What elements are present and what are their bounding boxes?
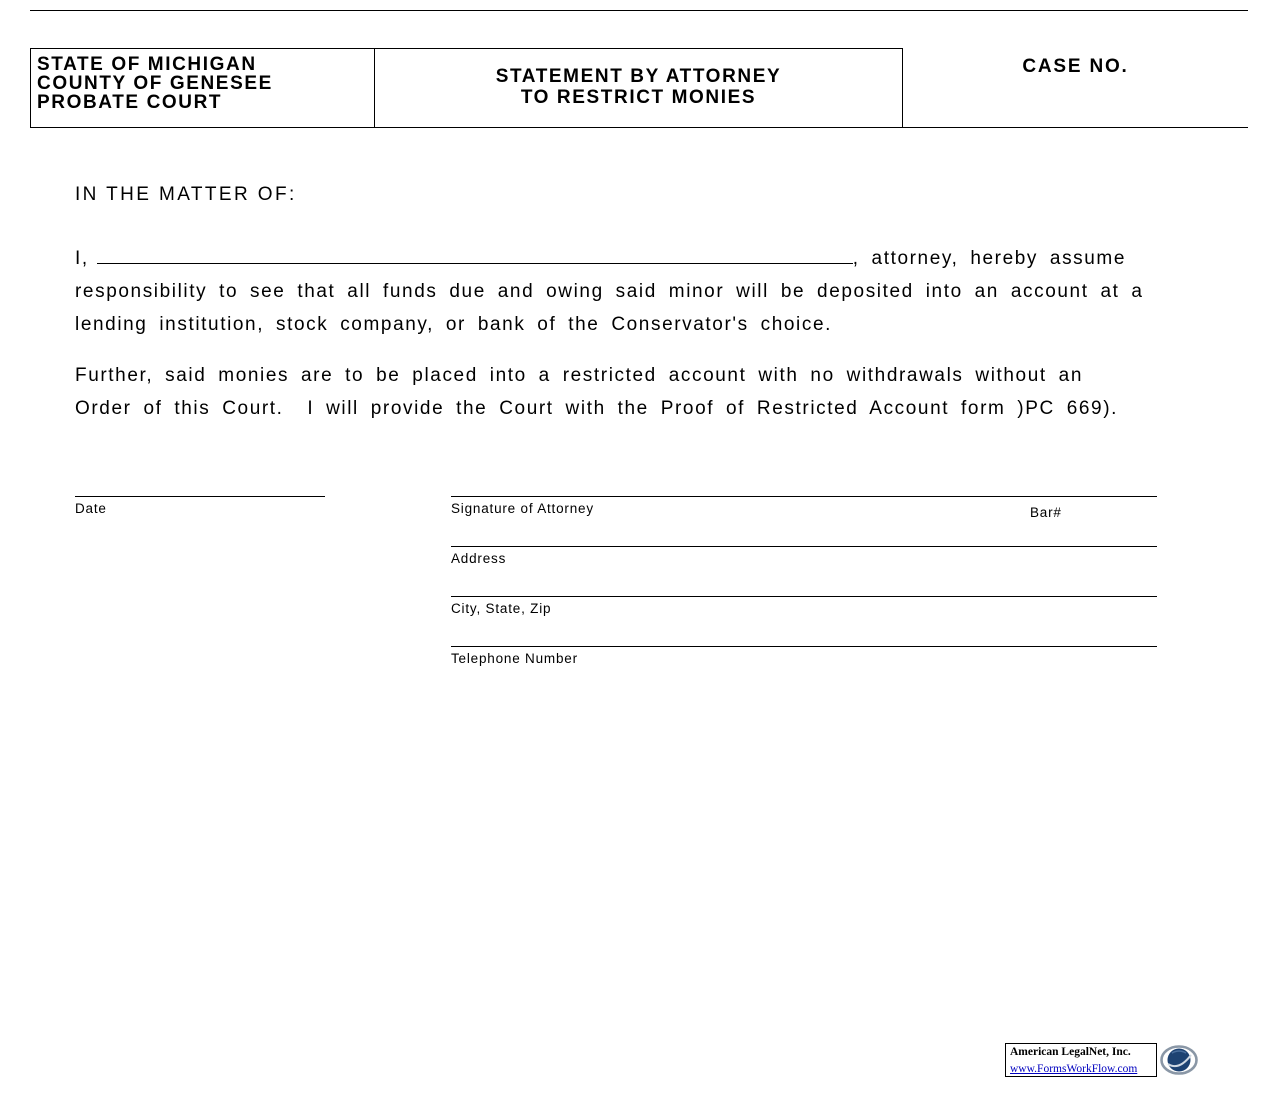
legalnet-company-name: American LegalNet, Inc. xyxy=(1010,1046,1131,1058)
top-rule xyxy=(30,10,1248,11)
case-no-label: CASE NO. xyxy=(1022,56,1129,77)
para1-line-2: responsibility to see that all funds due and owing said minor will be deposited into an account at a xyxy=(75,281,1144,302)
signature-field xyxy=(451,496,1157,546)
matter-heading: IN THE MATTER OF: xyxy=(75,184,297,205)
signature-column xyxy=(451,496,1157,696)
case-no-cell xyxy=(903,48,1248,128)
attorney-name-blank xyxy=(97,244,853,264)
city-state-zip-label: City, State, Zip xyxy=(451,601,552,616)
form-title-line-1: STATEMENT BY ATTORNEY xyxy=(495,66,782,87)
court-name-block xyxy=(30,48,375,128)
legalnet-stamp xyxy=(1005,1043,1157,1077)
paragraph-attorney-statement xyxy=(75,242,1165,341)
paragraph-restricted-account xyxy=(75,359,1165,425)
court-line-2: COUNTY OF GENESEE xyxy=(37,73,273,94)
legalnet-globe-icon xyxy=(1160,1044,1198,1076)
para1-line-3: lending institution, stock company, or bank of the Conservator's choice. xyxy=(75,314,833,335)
signature-of-attorney-label: Signature of Attorney xyxy=(451,501,594,516)
telephone-label: Telephone Number xyxy=(451,651,578,666)
form-title-block xyxy=(375,48,903,128)
telephone-field xyxy=(451,646,1157,696)
court-line-3: PROBATE COURT xyxy=(37,92,223,113)
para2-line-2: Order of this Court. I will provide the Court with the Proof of Restricted Account form )PC 669). xyxy=(75,398,1119,419)
date-label: Date xyxy=(75,501,107,516)
para1-after-blank: , attorney, hereby assume xyxy=(852,248,1127,269)
court-line-1: STATE OF MICHIGAN xyxy=(37,54,257,75)
address-label: Address xyxy=(451,551,507,566)
city-state-zip-field xyxy=(451,596,1157,646)
bar-number-label: Bar# xyxy=(1030,505,1062,520)
address-field xyxy=(451,546,1157,596)
signature-labels xyxy=(451,497,1157,518)
para1-line-1 xyxy=(75,242,1165,275)
formsworkflow-link[interactable]: www.FormsWorkFlow.com xyxy=(1010,1063,1138,1075)
para1-prefix: I, xyxy=(75,248,89,269)
form-header xyxy=(30,48,1248,128)
para2-line-1: Further, said monies are to be placed into a restricted account with no withdrawals without an xyxy=(75,365,1083,386)
date-field xyxy=(75,496,325,516)
form-title-line-2: TO RESTRICT MONIES xyxy=(520,87,757,108)
